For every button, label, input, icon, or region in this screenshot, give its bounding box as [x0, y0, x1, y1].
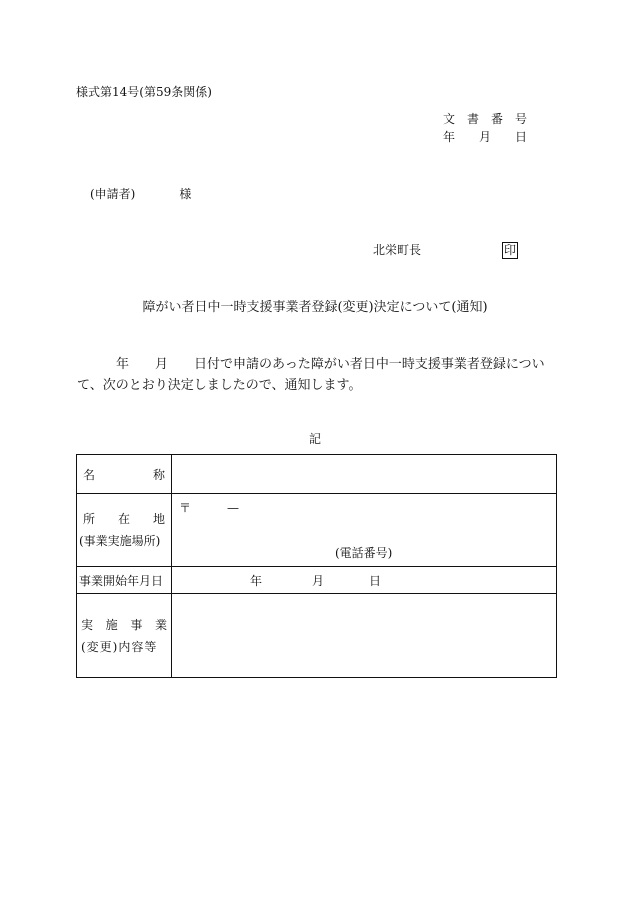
table-row-start-date [77, 567, 557, 594]
document-date-line: 年 月 日 [443, 130, 528, 144]
table-row-address [77, 494, 557, 567]
table-row-name [77, 455, 557, 494]
start-date-value: 年 月 日 [172, 567, 557, 594]
notice-body: 年 月 日付で申請のあった障がい者日中一時支援事業者登録について、次のとおり決定しましたので、通知します。 [77, 357, 545, 393]
address-label: 所 在 地 (事業実施場所) [77, 494, 172, 567]
record-heading: 記 [308, 432, 321, 446]
postal-code-field: 〒 — [179, 501, 240, 515]
content-value [172, 594, 557, 678]
start-date-label: 事業開始年月日 [77, 567, 172, 594]
seal-mark: 印 [504, 243, 517, 257]
document-number-label: 文 書 番 号 [443, 112, 528, 126]
notice-title: 障がい者日中一時支援事業者登録(変更)決定について(通知) [142, 300, 488, 315]
applicant-line [90, 186, 191, 202]
address-value [172, 494, 557, 567]
details-table [76, 454, 557, 678]
form-number: 様式第14号(第59条関係) [76, 85, 212, 99]
name-value [172, 455, 557, 494]
applicant-label: (申請者) [90, 187, 136, 201]
sender-name: 北栄町長 [373, 243, 422, 257]
name-label: 名 称 [77, 455, 172, 494]
phone-number-label: (電話番号) [335, 546, 393, 560]
honorific: 様 [179, 187, 192, 201]
sender-line [373, 242, 518, 259]
content-label: 実 施 事 業 (変更)内容等 [77, 594, 172, 678]
table-row-content [77, 594, 557, 678]
